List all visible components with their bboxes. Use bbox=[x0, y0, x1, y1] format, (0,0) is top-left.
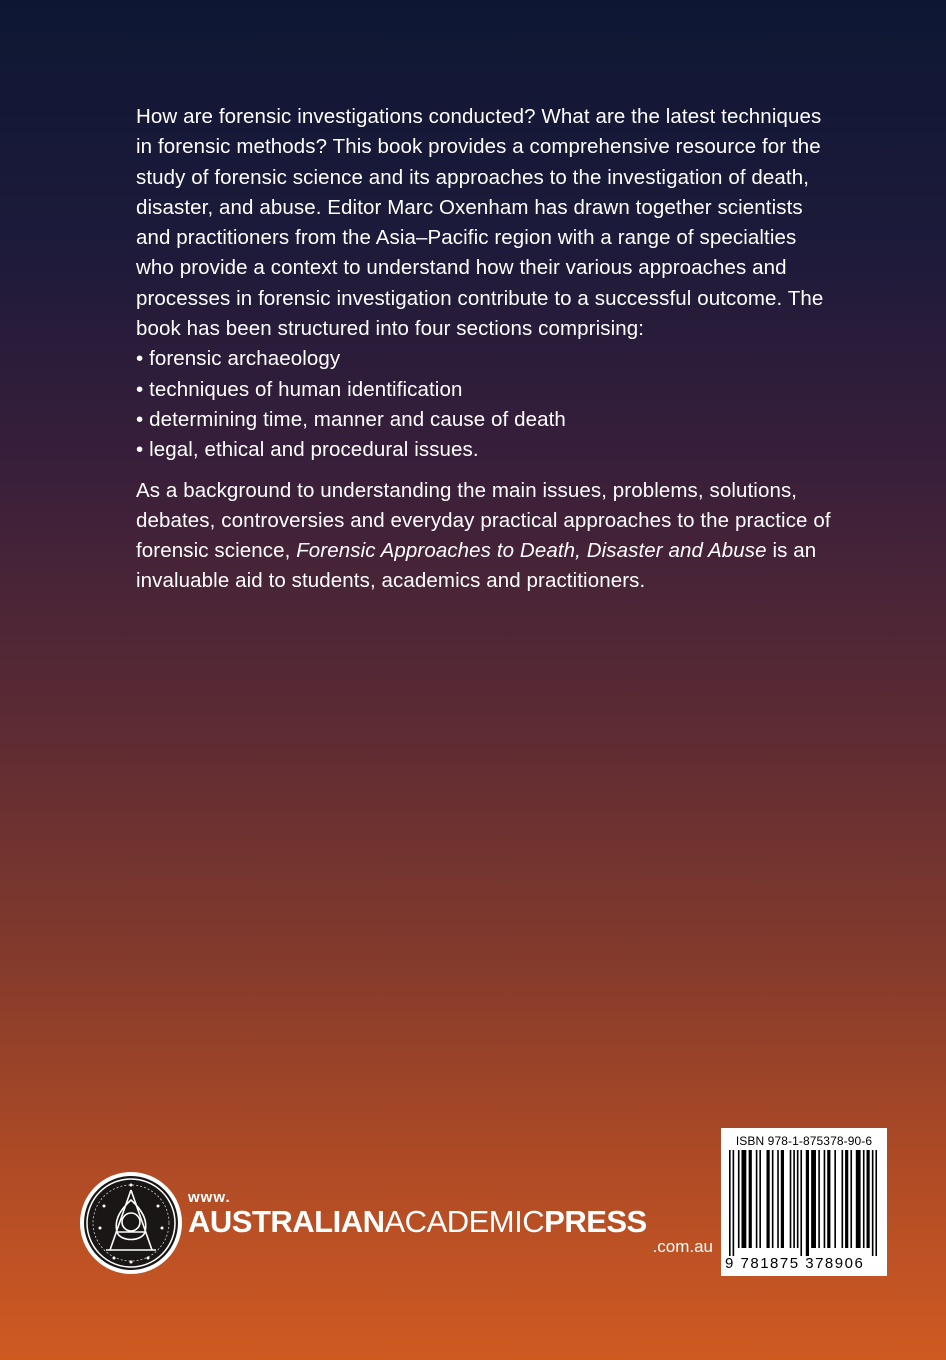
barcode-bar bbox=[872, 1150, 874, 1256]
barcode-bar bbox=[856, 1150, 861, 1248]
barcode-bar bbox=[824, 1150, 826, 1248]
barcode-bar bbox=[842, 1150, 844, 1248]
barcode-bar bbox=[729, 1150, 731, 1256]
barcode-bar bbox=[781, 1150, 784, 1248]
isbn-label: ISBN 978-1-875378-90-6 bbox=[735, 1134, 873, 1148]
barcode-bar bbox=[863, 1150, 865, 1248]
ornamental-seal-icon bbox=[80, 1172, 182, 1274]
barcode-bar bbox=[793, 1150, 795, 1248]
barcode-bar bbox=[738, 1150, 740, 1248]
blurb-closing bbox=[136, 476, 836, 597]
barcode-bar bbox=[845, 1150, 848, 1248]
barcode-bar bbox=[742, 1150, 747, 1248]
barcode-bar bbox=[759, 1150, 761, 1248]
publisher-name-part: PRESS bbox=[544, 1204, 647, 1239]
barcode-bars bbox=[729, 1150, 879, 1256]
section-item: • determining time, manner and cause of death bbox=[136, 405, 836, 435]
barcode-bar bbox=[797, 1150, 799, 1248]
barcode-bar bbox=[850, 1150, 852, 1248]
barcode-digits: 9 781875 378906 bbox=[725, 1255, 865, 1272]
barcode-bar bbox=[749, 1150, 752, 1248]
barcode-bar bbox=[806, 1150, 809, 1256]
barcode-bar bbox=[772, 1150, 774, 1248]
section-item: • legal, ethical and procedural issues. bbox=[136, 435, 836, 465]
closing-start: As a background to understanding the main issues, problems, solutions, debates, controversies and everyday practical approaches to the practice of forensic science, bbox=[136, 478, 831, 563]
publisher-name bbox=[188, 1206, 713, 1238]
section-item: • forensic archaeology bbox=[136, 344, 836, 374]
barcode-bar bbox=[767, 1150, 770, 1248]
publisher-wordmark bbox=[188, 1190, 713, 1256]
barcode-bar bbox=[777, 1150, 779, 1248]
barcode-bar bbox=[756, 1150, 758, 1248]
book-title: Forensic Approaches to Death, Disaster and Abuse bbox=[296, 539, 767, 563]
barcode-bar bbox=[811, 1150, 816, 1248]
sections-list bbox=[136, 344, 836, 465]
section-item: • techniques of human identification bbox=[136, 375, 836, 405]
publisher-name-part: ACADEMIC bbox=[384, 1204, 545, 1239]
barcode-bar bbox=[867, 1150, 870, 1248]
publisher-logo bbox=[80, 1172, 713, 1276]
isbn-barcode bbox=[721, 1128, 887, 1276]
barcode-bar bbox=[875, 1150, 877, 1256]
back-cover-blurb bbox=[136, 102, 836, 597]
barcode-bar bbox=[834, 1150, 836, 1248]
barcode-bar bbox=[733, 1150, 735, 1256]
barcode-bar bbox=[818, 1150, 820, 1248]
barcode-bar bbox=[827, 1150, 830, 1248]
blurb-intro: How are forensic investigations conducted? What are the latest techniques in forensic methods? This book provides a comprehensive resource for the study of forensic science and its approaches to the investigation of death, disaster, and abuse. Editor Marc Oxenham has drawn together scientists and practitioners from the Asia–Pacific region with a range of specialties who provide a context to understand how their various approaches and processes in forensic investigation contribute to a successful outcome. The book has been structured into four sections comprising: bbox=[136, 105, 824, 341]
barcode-bar bbox=[800, 1150, 802, 1256]
barcode-bar bbox=[790, 1150, 792, 1248]
publisher-www: www. bbox=[188, 1189, 231, 1206]
closing-end: is an invaluable aid to students, academics and practitioners. bbox=[136, 539, 817, 593]
publisher-name-part: AUSTRALIAN bbox=[188, 1204, 385, 1239]
publisher-domain: .com.au bbox=[652, 1237, 713, 1256]
